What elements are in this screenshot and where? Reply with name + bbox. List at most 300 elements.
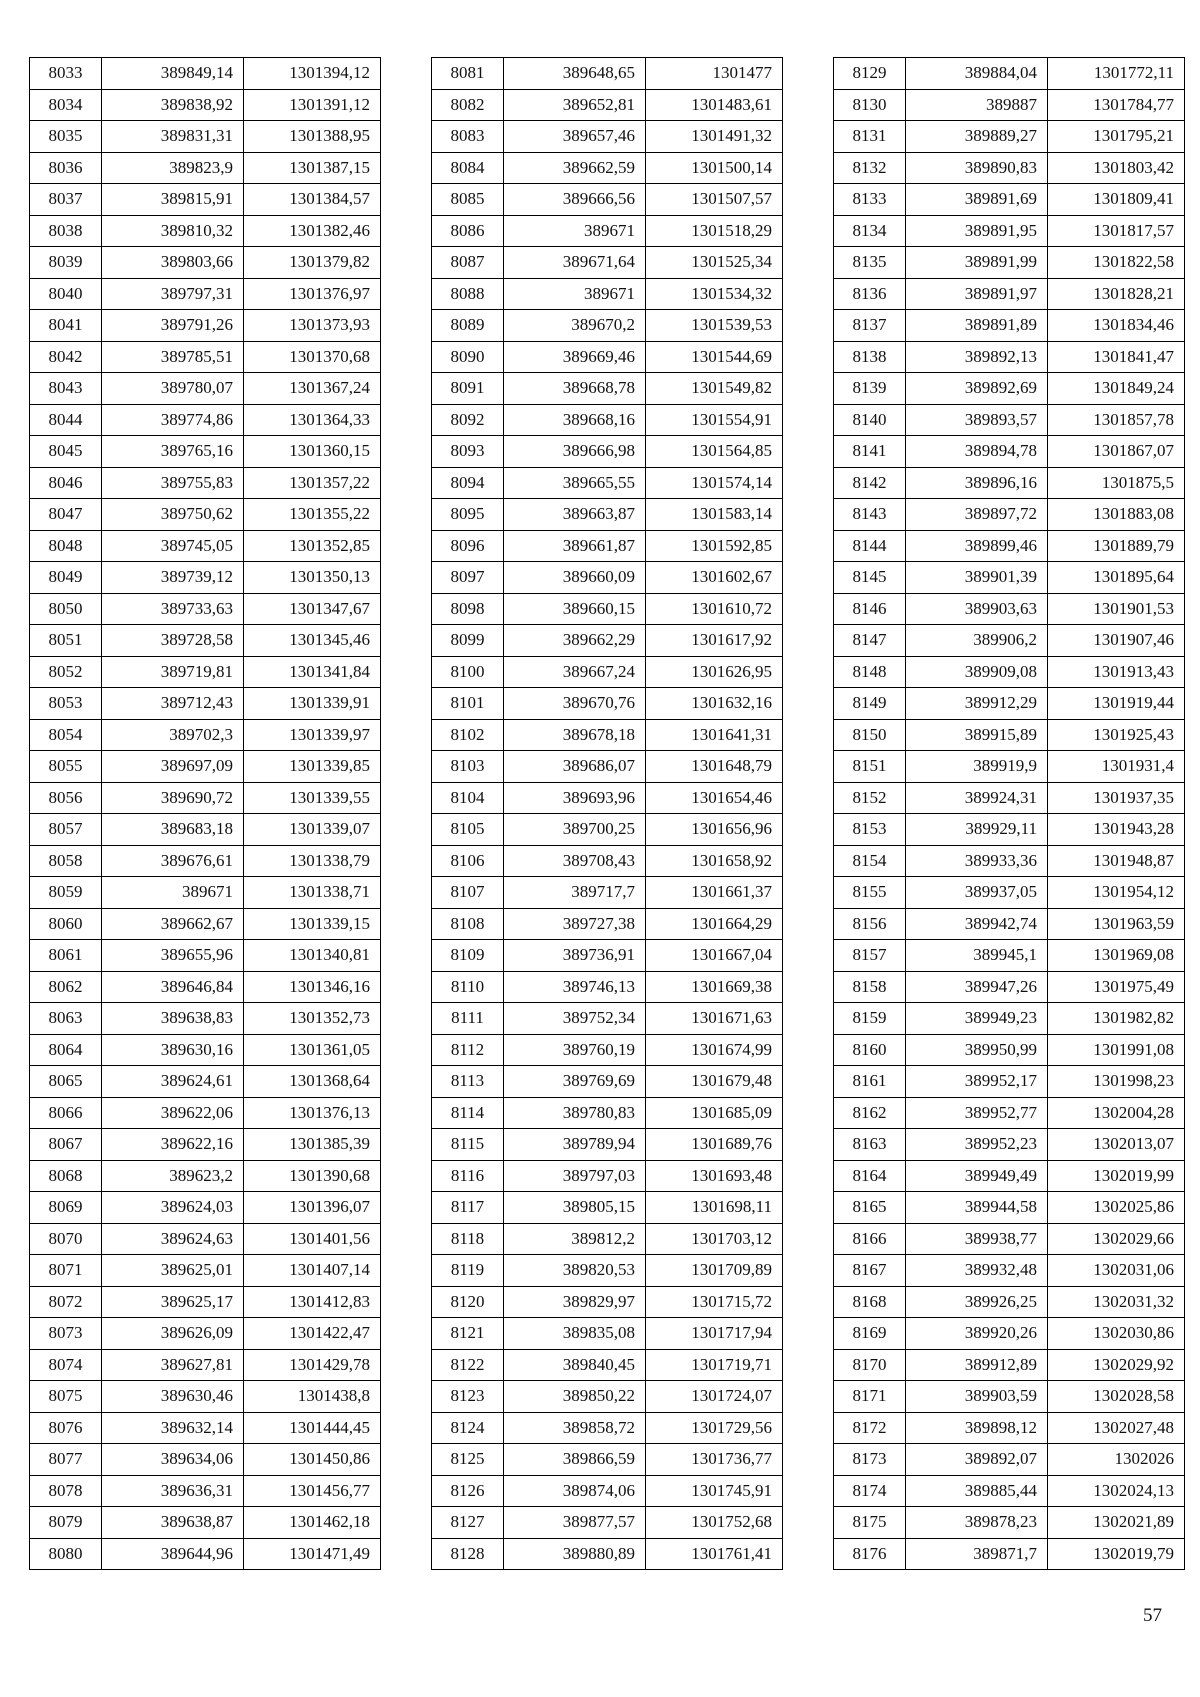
x-coordinate-cell: 389752,34	[504, 1003, 646, 1035]
point-number-cell: 8053	[30, 688, 102, 720]
point-number-cell: 8058	[30, 845, 102, 877]
point-number-cell: 8142	[834, 467, 906, 499]
y-coordinate-cell: 1301376,13	[244, 1097, 381, 1129]
y-coordinate-cell: 1301784,77	[1048, 89, 1185, 121]
y-coordinate-cell: 1301368,64	[244, 1066, 381, 1098]
table-row	[834, 593, 1185, 625]
x-coordinate-cell: 389892,69	[906, 373, 1048, 405]
point-number-cell: 8063	[30, 1003, 102, 1035]
y-coordinate-cell: 1301867,07	[1048, 436, 1185, 468]
table-row	[834, 656, 1185, 688]
point-number-cell: 8128	[432, 1538, 504, 1570]
x-coordinate-cell: 389880,89	[504, 1538, 646, 1570]
table-row	[432, 373, 783, 405]
x-coordinate-cell: 389829,97	[504, 1286, 646, 1318]
table-row	[834, 845, 1185, 877]
x-coordinate-cell: 389733,63	[102, 593, 244, 625]
y-coordinate-cell: 1301339,85	[244, 751, 381, 783]
y-coordinate-cell: 1301803,42	[1048, 152, 1185, 184]
point-number-cell: 8115	[432, 1129, 504, 1161]
y-coordinate-cell: 1302031,06	[1048, 1255, 1185, 1287]
x-coordinate-cell: 389671	[102, 877, 244, 909]
table-row	[432, 719, 783, 751]
table-row	[30, 1034, 381, 1066]
x-coordinate-cell: 389646,84	[102, 971, 244, 1003]
table-row	[834, 436, 1185, 468]
point-number-cell: 8088	[432, 278, 504, 310]
table-row	[834, 971, 1185, 1003]
y-coordinate-cell: 1301709,89	[646, 1255, 783, 1287]
x-coordinate-cell: 389769,69	[504, 1066, 646, 1098]
x-coordinate-cell: 389912,29	[906, 688, 1048, 720]
table-row	[834, 940, 1185, 972]
table-row	[30, 373, 381, 405]
y-coordinate-cell: 1301685,09	[646, 1097, 783, 1129]
point-number-cell: 8176	[834, 1538, 906, 1570]
point-number-cell: 8087	[432, 247, 504, 279]
x-coordinate-cell: 389624,03	[102, 1192, 244, 1224]
point-number-cell: 8051	[30, 625, 102, 657]
x-coordinate-cell: 389623,2	[102, 1160, 244, 1192]
y-coordinate-cell: 1301346,16	[244, 971, 381, 1003]
y-coordinate-cell: 1301549,82	[646, 373, 783, 405]
point-number-cell: 8149	[834, 688, 906, 720]
point-number-cell: 8042	[30, 341, 102, 373]
x-coordinate-cell: 389655,96	[102, 940, 244, 972]
y-coordinate-cell: 1301401,56	[244, 1223, 381, 1255]
y-coordinate-cell: 1301925,43	[1048, 719, 1185, 751]
x-coordinate-cell: 389920,26	[906, 1318, 1048, 1350]
table-row	[432, 310, 783, 342]
y-coordinate-cell: 1301507,57	[646, 184, 783, 216]
table-row	[834, 1538, 1185, 1570]
point-number-cell: 8052	[30, 656, 102, 688]
table-row	[30, 656, 381, 688]
y-coordinate-cell: 1301689,76	[646, 1129, 783, 1161]
y-coordinate-cell: 1301339,15	[244, 908, 381, 940]
table-row	[432, 1255, 783, 1287]
x-coordinate-cell: 389912,89	[906, 1349, 1048, 1381]
point-number-cell: 8131	[834, 121, 906, 153]
y-coordinate-cell: 1301795,21	[1048, 121, 1185, 153]
x-coordinate-cell: 389690,72	[102, 782, 244, 814]
y-coordinate-cell: 1301412,83	[244, 1286, 381, 1318]
table-row	[432, 1318, 783, 1350]
y-coordinate-cell: 1302030,86	[1048, 1318, 1185, 1350]
y-coordinate-cell: 1301422,47	[244, 1318, 381, 1350]
table-row	[30, 121, 381, 153]
x-coordinate-cell: 389858,72	[504, 1412, 646, 1444]
point-number-cell: 8035	[30, 121, 102, 153]
point-number-cell: 8037	[30, 184, 102, 216]
point-number-cell: 8044	[30, 404, 102, 436]
point-number-cell: 8041	[30, 310, 102, 342]
x-coordinate-cell: 389937,05	[906, 877, 1048, 909]
point-number-cell: 8135	[834, 247, 906, 279]
point-number-cell: 8036	[30, 152, 102, 184]
point-number-cell: 8127	[432, 1507, 504, 1539]
table-row	[834, 1475, 1185, 1507]
x-coordinate-cell: 389634,06	[102, 1444, 244, 1476]
table-row	[834, 467, 1185, 499]
y-coordinate-cell: 1301361,05	[244, 1034, 381, 1066]
table-row	[30, 404, 381, 436]
point-number-cell: 8071	[30, 1255, 102, 1287]
x-coordinate-cell: 389765,16	[102, 436, 244, 468]
y-coordinate-cell: 1301339,55	[244, 782, 381, 814]
table-row	[30, 1507, 381, 1539]
x-coordinate-cell: 389942,74	[906, 908, 1048, 940]
point-number-cell: 8038	[30, 215, 102, 247]
y-coordinate-cell: 1301954,12	[1048, 877, 1185, 909]
point-number-cell: 8059	[30, 877, 102, 909]
y-coordinate-cell: 1301352,73	[244, 1003, 381, 1035]
x-coordinate-cell: 389949,23	[906, 1003, 1048, 1035]
point-number-cell: 8122	[432, 1349, 504, 1381]
x-coordinate-cell: 389660,09	[504, 562, 646, 594]
x-coordinate-cell: 389901,39	[906, 562, 1048, 594]
point-number-cell: 8114	[432, 1097, 504, 1129]
point-number-cell: 8107	[432, 877, 504, 909]
table-row	[30, 782, 381, 814]
table-row	[432, 58, 783, 90]
point-number-cell: 8081	[432, 58, 504, 90]
point-number-cell: 8097	[432, 562, 504, 594]
table-row	[834, 499, 1185, 531]
point-number-cell: 8141	[834, 436, 906, 468]
table-row	[834, 1066, 1185, 1098]
table-row	[30, 908, 381, 940]
x-coordinate-cell: 389929,11	[906, 814, 1048, 846]
point-number-cell: 8116	[432, 1160, 504, 1192]
x-coordinate-cell: 389702,3	[102, 719, 244, 751]
y-coordinate-cell: 1301661,37	[646, 877, 783, 909]
table-row	[834, 1318, 1185, 1350]
table-row	[432, 499, 783, 531]
point-number-cell: 8103	[432, 751, 504, 783]
table-body	[432, 58, 783, 1570]
y-coordinate-cell: 1301382,46	[244, 215, 381, 247]
point-number-cell: 8072	[30, 1286, 102, 1318]
point-number-cell: 8145	[834, 562, 906, 594]
x-coordinate-cell: 389797,03	[504, 1160, 646, 1192]
x-coordinate-cell: 389780,83	[504, 1097, 646, 1129]
y-coordinate-cell: 1301391,12	[244, 89, 381, 121]
y-coordinate-cell: 1301339,97	[244, 719, 381, 751]
table-row	[432, 436, 783, 468]
table-row	[432, 278, 783, 310]
y-coordinate-cell: 1301729,56	[646, 1412, 783, 1444]
x-coordinate-cell: 389719,81	[102, 656, 244, 688]
point-number-cell: 8033	[30, 58, 102, 90]
table-row	[834, 278, 1185, 310]
y-coordinate-cell: 1301671,63	[646, 1003, 783, 1035]
table-row	[834, 1003, 1185, 1035]
y-coordinate-cell: 1301396,07	[244, 1192, 381, 1224]
x-coordinate-cell: 389627,81	[102, 1349, 244, 1381]
y-coordinate-cell: 1301745,91	[646, 1475, 783, 1507]
table-row	[432, 814, 783, 846]
x-coordinate-cell: 389670,2	[504, 310, 646, 342]
x-coordinate-cell: 389785,51	[102, 341, 244, 373]
x-coordinate-cell: 389903,63	[906, 593, 1048, 625]
y-coordinate-cell: 1301895,64	[1048, 562, 1185, 594]
point-number-cell: 8089	[432, 310, 504, 342]
x-coordinate-cell: 389831,31	[102, 121, 244, 153]
table-row	[834, 184, 1185, 216]
x-coordinate-cell: 389889,27	[906, 121, 1048, 153]
y-coordinate-cell: 1301518,29	[646, 215, 783, 247]
point-number-cell: 8118	[432, 1223, 504, 1255]
point-number-cell: 8054	[30, 719, 102, 751]
table-row	[834, 530, 1185, 562]
y-coordinate-cell: 1301752,68	[646, 1507, 783, 1539]
point-number-cell: 8136	[834, 278, 906, 310]
x-coordinate-cell: 389668,78	[504, 373, 646, 405]
y-coordinate-cell: 1301592,85	[646, 530, 783, 562]
x-coordinate-cell: 389849,14	[102, 58, 244, 90]
point-number-cell: 8125	[432, 1444, 504, 1476]
table-row	[30, 1444, 381, 1476]
y-coordinate-cell: 1301388,95	[244, 121, 381, 153]
point-number-cell: 8060	[30, 908, 102, 940]
point-number-cell: 8112	[432, 1034, 504, 1066]
point-number-cell: 8079	[30, 1507, 102, 1539]
point-number-cell: 8151	[834, 751, 906, 783]
table-row	[834, 1381, 1185, 1413]
y-coordinate-cell: 1301982,82	[1048, 1003, 1185, 1035]
y-coordinate-cell: 1301429,78	[244, 1349, 381, 1381]
y-coordinate-cell: 1301875,5	[1048, 467, 1185, 499]
table-row	[834, 1255, 1185, 1287]
point-number-cell: 8098	[432, 593, 504, 625]
table-row	[834, 908, 1185, 940]
point-number-cell: 8046	[30, 467, 102, 499]
y-coordinate-cell: 1301525,34	[646, 247, 783, 279]
y-coordinate-cell: 1301913,43	[1048, 656, 1185, 688]
point-number-cell: 8167	[834, 1255, 906, 1287]
y-coordinate-cell: 1301889,79	[1048, 530, 1185, 562]
point-number-cell: 8069	[30, 1192, 102, 1224]
y-coordinate-cell: 1301679,48	[646, 1066, 783, 1098]
y-coordinate-cell: 1301438,8	[244, 1381, 381, 1413]
x-coordinate-cell: 389938,77	[906, 1223, 1048, 1255]
point-number-cell: 8117	[432, 1192, 504, 1224]
x-coordinate-cell: 389728,58	[102, 625, 244, 657]
x-coordinate-cell: 389932,48	[906, 1255, 1048, 1287]
point-number-cell: 8171	[834, 1381, 906, 1413]
x-coordinate-cell: 389670,76	[504, 688, 646, 720]
table-row	[432, 1003, 783, 1035]
x-coordinate-cell: 389885,44	[906, 1475, 1048, 1507]
x-coordinate-cell: 389898,12	[906, 1412, 1048, 1444]
y-coordinate-cell: 1301698,11	[646, 1192, 783, 1224]
x-coordinate-cell: 389887	[906, 89, 1048, 121]
y-coordinate-cell: 1301641,31	[646, 719, 783, 751]
point-number-cell: 8048	[30, 530, 102, 562]
table-row	[30, 814, 381, 846]
x-coordinate-cell: 389871,7	[906, 1538, 1048, 1570]
x-coordinate-cell: 389662,59	[504, 152, 646, 184]
y-coordinate-cell: 1301491,32	[646, 121, 783, 153]
x-coordinate-cell: 389693,96	[504, 782, 646, 814]
point-number-cell: 8150	[834, 719, 906, 751]
point-number-cell: 8139	[834, 373, 906, 405]
x-coordinate-cell: 389622,16	[102, 1129, 244, 1161]
x-coordinate-cell: 389878,23	[906, 1507, 1048, 1539]
coordinates-table-3	[833, 57, 1185, 1570]
x-coordinate-cell: 389638,83	[102, 1003, 244, 1035]
table-row	[432, 1507, 783, 1539]
table-row	[30, 215, 381, 247]
y-coordinate-cell: 1301715,72	[646, 1286, 783, 1318]
y-coordinate-cell: 1301772,11	[1048, 58, 1185, 90]
table-row	[432, 121, 783, 153]
table-row	[432, 1444, 783, 1476]
table-row	[834, 215, 1185, 247]
y-coordinate-cell: 1301998,23	[1048, 1066, 1185, 1098]
table-row	[432, 1412, 783, 1444]
point-number-cell: 8175	[834, 1507, 906, 1539]
table-row	[432, 1538, 783, 1570]
y-coordinate-cell: 1301338,79	[244, 845, 381, 877]
x-coordinate-cell: 389893,57	[906, 404, 1048, 436]
y-coordinate-cell: 1301975,49	[1048, 971, 1185, 1003]
y-coordinate-cell: 1301364,33	[244, 404, 381, 436]
x-coordinate-cell: 389890,83	[906, 152, 1048, 184]
point-number-cell: 8152	[834, 782, 906, 814]
x-coordinate-cell: 389671	[504, 215, 646, 247]
coordinates-table-2	[431, 57, 783, 1570]
y-coordinate-cell: 1301539,53	[646, 310, 783, 342]
point-number-cell: 8100	[432, 656, 504, 688]
table-row	[834, 152, 1185, 184]
table-row	[834, 1286, 1185, 1318]
point-number-cell: 8105	[432, 814, 504, 846]
point-number-cell: 8132	[834, 152, 906, 184]
point-number-cell: 8156	[834, 908, 906, 940]
point-number-cell: 8133	[834, 184, 906, 216]
table-row	[30, 1192, 381, 1224]
table-row	[30, 499, 381, 531]
y-coordinate-cell: 1301339,07	[244, 814, 381, 846]
table-row	[30, 436, 381, 468]
y-coordinate-cell: 1302027,48	[1048, 1412, 1185, 1444]
y-coordinate-cell: 1301385,39	[244, 1129, 381, 1161]
y-coordinate-cell: 1301658,92	[646, 845, 783, 877]
table-row	[432, 593, 783, 625]
y-coordinate-cell: 1301849,24	[1048, 373, 1185, 405]
table-row	[30, 467, 381, 499]
table-row	[30, 562, 381, 594]
x-coordinate-cell: 389924,31	[906, 782, 1048, 814]
table-row	[30, 89, 381, 121]
x-coordinate-cell: 389708,43	[504, 845, 646, 877]
x-coordinate-cell: 389638,87	[102, 1507, 244, 1539]
table-row	[30, 152, 381, 184]
table-row	[834, 89, 1185, 121]
table-row	[834, 1444, 1185, 1476]
y-coordinate-cell: 1301907,46	[1048, 625, 1185, 657]
x-coordinate-cell: 389797,31	[102, 278, 244, 310]
point-number-cell: 8140	[834, 404, 906, 436]
y-coordinate-cell: 1301883,08	[1048, 499, 1185, 531]
x-coordinate-cell: 389947,26	[906, 971, 1048, 1003]
point-number-cell: 8126	[432, 1475, 504, 1507]
y-coordinate-cell: 1301450,86	[244, 1444, 381, 1476]
table-row	[432, 1192, 783, 1224]
table-row	[834, 719, 1185, 751]
x-coordinate-cell: 389666,98	[504, 436, 646, 468]
y-coordinate-cell: 1301340,81	[244, 940, 381, 972]
y-coordinate-cell: 1301471,49	[244, 1538, 381, 1570]
y-coordinate-cell: 1301931,4	[1048, 751, 1185, 783]
x-coordinate-cell: 389686,07	[504, 751, 646, 783]
x-coordinate-cell: 389903,59	[906, 1381, 1048, 1413]
point-number-cell: 8096	[432, 530, 504, 562]
point-number-cell: 8109	[432, 940, 504, 972]
x-coordinate-cell: 389789,94	[504, 1129, 646, 1161]
x-coordinate-cell: 389671	[504, 278, 646, 310]
x-coordinate-cell: 389678,18	[504, 719, 646, 751]
table-row	[432, 562, 783, 594]
y-coordinate-cell: 1301500,14	[646, 152, 783, 184]
y-coordinate-cell: 1301345,46	[244, 625, 381, 657]
y-coordinate-cell: 1302026	[1048, 1444, 1185, 1476]
x-coordinate-cell: 389892,13	[906, 341, 1048, 373]
table-row	[834, 373, 1185, 405]
y-coordinate-cell: 1301669,38	[646, 971, 783, 1003]
x-coordinate-cell: 389727,38	[504, 908, 646, 940]
point-number-cell: 8158	[834, 971, 906, 1003]
table-row	[30, 877, 381, 909]
y-coordinate-cell: 1301963,59	[1048, 908, 1185, 940]
table-row	[834, 404, 1185, 436]
table-row	[30, 751, 381, 783]
y-coordinate-cell: 1301617,92	[646, 625, 783, 657]
table-row	[834, 1097, 1185, 1129]
point-number-cell: 8061	[30, 940, 102, 972]
point-number-cell: 8134	[834, 215, 906, 247]
point-number-cell: 8111	[432, 1003, 504, 1035]
point-number-cell: 8102	[432, 719, 504, 751]
table-row	[834, 1507, 1185, 1539]
y-coordinate-cell: 1301736,77	[646, 1444, 783, 1476]
table-row	[30, 184, 381, 216]
table-row	[30, 58, 381, 90]
point-number-cell: 8047	[30, 499, 102, 531]
point-number-cell: 8090	[432, 341, 504, 373]
x-coordinate-cell: 389625,17	[102, 1286, 244, 1318]
x-coordinate-cell: 389739,12	[102, 562, 244, 594]
table-row	[30, 530, 381, 562]
table-row	[30, 1318, 381, 1350]
y-coordinate-cell: 1301610,72	[646, 593, 783, 625]
y-coordinate-cell: 1301554,91	[646, 404, 783, 436]
point-number-cell: 8070	[30, 1223, 102, 1255]
x-coordinate-cell: 389712,43	[102, 688, 244, 720]
point-number-cell: 8161	[834, 1066, 906, 1098]
point-number-cell: 8110	[432, 971, 504, 1003]
x-coordinate-cell: 389838,92	[102, 89, 244, 121]
point-number-cell: 8119	[432, 1255, 504, 1287]
point-number-cell: 8040	[30, 278, 102, 310]
x-coordinate-cell: 389891,69	[906, 184, 1048, 216]
table-row	[834, 1412, 1185, 1444]
table-row	[30, 1223, 381, 1255]
y-coordinate-cell: 1301367,24	[244, 373, 381, 405]
y-coordinate-cell: 1301834,46	[1048, 310, 1185, 342]
